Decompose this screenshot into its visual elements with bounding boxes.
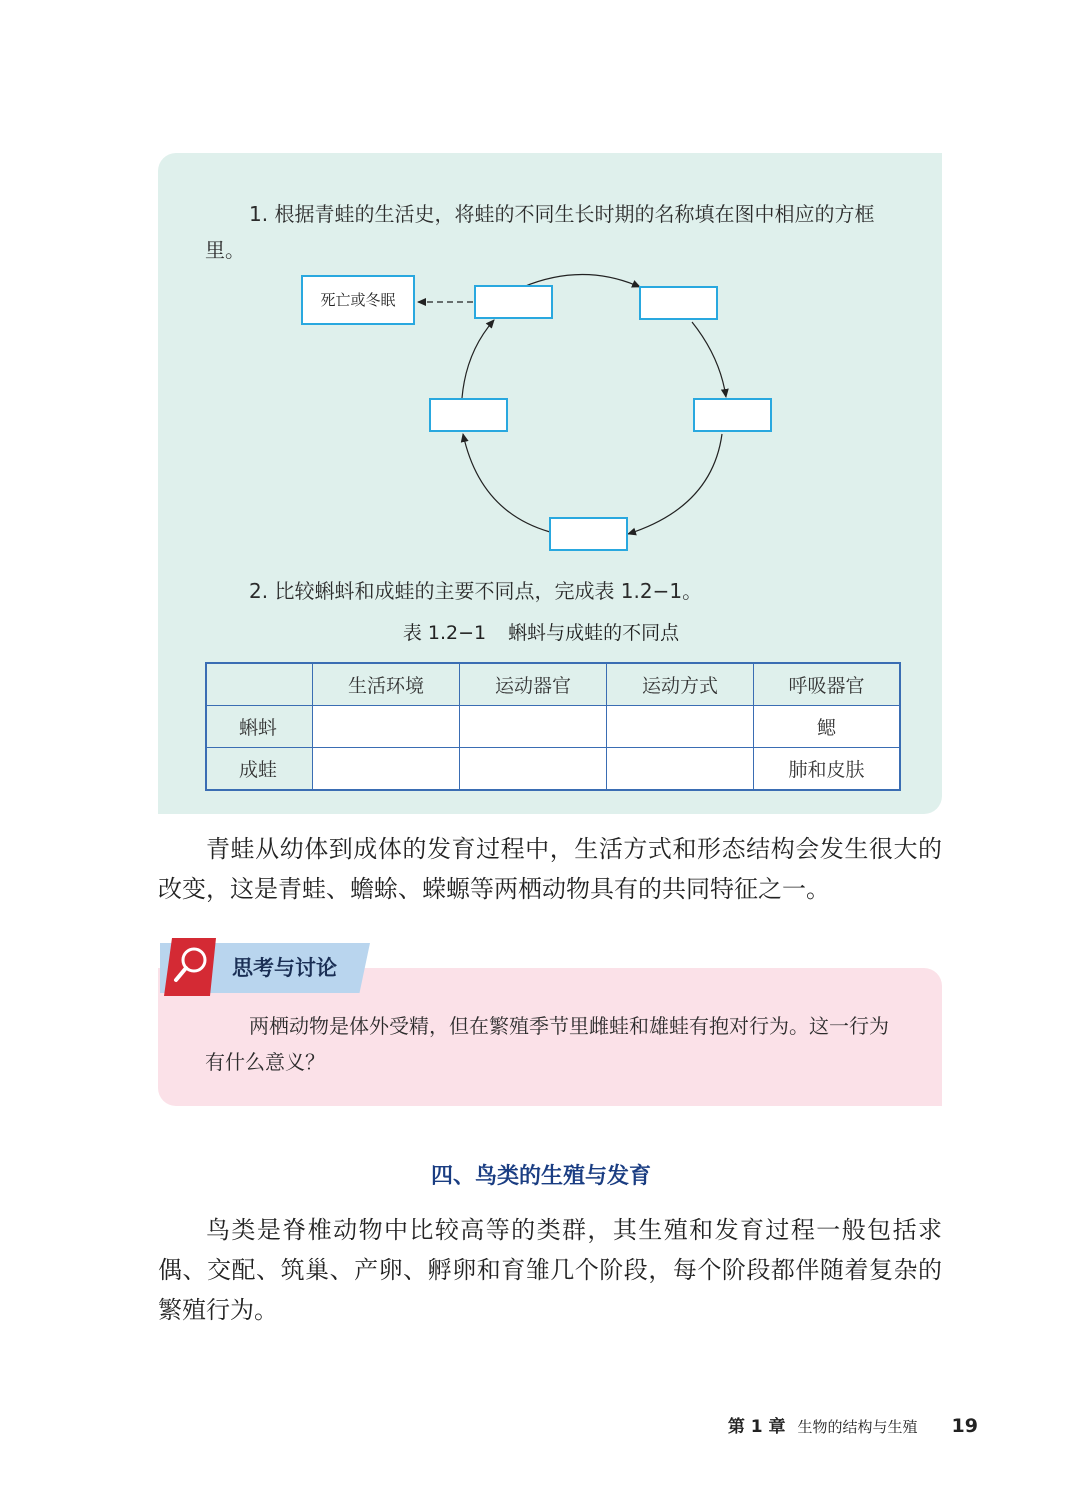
stage-blank-box[interactable] (475, 286, 552, 318)
stage-blank-box[interactable] (694, 399, 771, 431)
frog-life-cycle-diagram (290, 262, 790, 562)
cycle-arrow (462, 320, 494, 398)
cycle-arrow (463, 434, 550, 532)
body-paragraph-2: 鸟类是脊椎动物中比较高等的类群，其生殖和发育过程一般包括求偶、交配、筑巢、产卵、孵卵和育雏几个阶段，每个阶段都伴随着复杂的繁殖行为。 (158, 1216, 942, 1324)
table-cell: 肺和皮肤 (754, 748, 901, 791)
table-header-cell: 运动器官 (460, 663, 607, 706)
table-cell[interactable] (313, 706, 460, 748)
table-cell[interactable] (313, 748, 460, 791)
table-caption-title: 蝌蚪与成蛙的不同点 (508, 622, 680, 644)
question-2: 2. 比较蝌蚪和成蛙的主要不同点，完成表 1.2−1。 (249, 579, 703, 603)
table-cell[interactable] (460, 748, 607, 791)
footer-chapter: 第 1 章 (727, 1417, 786, 1437)
stage-blank-box[interactable] (430, 399, 507, 431)
cycle-arrow (628, 434, 722, 534)
stage-blank-box[interactable] (550, 518, 627, 550)
discussion-title: 思考与讨论 (232, 956, 337, 980)
table-cell: 鳃 (754, 706, 901, 748)
section-heading: 四、鸟类的生殖与发育 (430, 1164, 651, 1189)
page-footer (728, 1414, 978, 1439)
table-header-cell: 生活环境 (313, 663, 460, 706)
question-1: 1. 根据青蛙的生活史，将蛙的不同生长时期的名称填在图中相应的方框里。 (205, 202, 875, 262)
table-cell[interactable] (607, 748, 754, 791)
table-header-row (206, 663, 900, 706)
table-header-cell: 运动方式 (607, 663, 754, 706)
stage-blank-box[interactable] (640, 287, 717, 319)
table-caption-number: 表 1.2−1 (402, 622, 487, 644)
table-cell[interactable] (607, 706, 754, 748)
body-paragraph-1: 青蛙从幼体到成体的发育过程中，生活方式和形态结构会发生很大的改变，这是青蛙、蟾蜍、蝾螈等两栖动物具有的共同特征之一。 (158, 835, 942, 903)
magnifier-icon (164, 938, 216, 996)
death-label: 死亡或冬眠 (320, 291, 396, 309)
page-number: 19 (951, 1415, 978, 1437)
table-cell[interactable] (460, 706, 607, 748)
table-row-label: 成蛙 (206, 748, 313, 791)
table-row (206, 748, 900, 791)
table-caption (0, 619, 1082, 647)
table-header-cell: 呼吸器官 (754, 663, 901, 706)
discussion-text: 两栖动物是体外受精，但在繁殖季节里雌蛙和雄蛙有抱对行为。这一行为有什么意义？ (205, 1014, 889, 1074)
cycle-arrow (692, 322, 726, 397)
table-row-label: 蝌蚪 (206, 706, 313, 748)
footer-chapter-title: 生物的结构与生殖 (797, 1418, 918, 1436)
comparison-table (205, 662, 901, 791)
table-row (206, 706, 900, 748)
table-header-cell (206, 663, 313, 706)
